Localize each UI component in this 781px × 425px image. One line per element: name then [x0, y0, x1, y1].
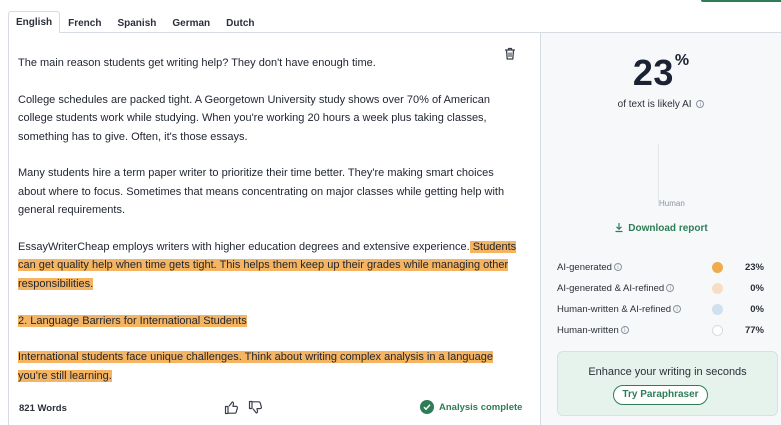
paraphraser-promo [557, 351, 778, 416]
ai-highlight-heading: 2. Language Barriers for International Students [18, 314, 247, 327]
info-icon[interactable]: i [614, 263, 622, 271]
legend-value: 0% [750, 304, 764, 315]
legend-value: 23% [744, 262, 764, 273]
ai-score [541, 52, 781, 94]
legend-row-human-written [557, 320, 764, 341]
legend-dot [712, 283, 723, 294]
tab-german[interactable]: German [172, 18, 211, 29]
word-count: 821 Words [19, 403, 67, 414]
ai-highlight-segment: Students can get quality help when time gets tight. This helps them keep up their grades while managing other responsibilities. [18, 241, 517, 290]
legend-row-ai-generated [557, 257, 764, 278]
chart-axis-line [658, 144, 659, 206]
tab-dutch[interactable]: Dutch [226, 18, 255, 29]
promo-text: Enhance your writing in seconds [588, 366, 747, 378]
legend-dot [712, 325, 723, 336]
legend-value: 77% [744, 325, 764, 336]
info-icon[interactable]: i [673, 305, 681, 313]
download-report-label: Download report [628, 223, 708, 234]
download-icon [614, 222, 624, 233]
ai-score-value: 23 [632, 52, 674, 93]
analyzed-text[interactable] [18, 54, 518, 404]
chart-human-label: Human [659, 199, 685, 208]
tab-english[interactable]: English [8, 11, 60, 33]
info-icon[interactable]: i [666, 284, 674, 292]
paragraph-5 [18, 312, 518, 330]
legend-label: AI-generated [557, 262, 612, 273]
analysis-status [420, 400, 522, 414]
ai-score-percent: % [674, 52, 690, 69]
analysis-status-label: Analysis complete [439, 401, 523, 413]
legend-label: Human-written [557, 325, 619, 336]
language-tabs [8, 11, 263, 33]
legend-dot [712, 304, 723, 315]
tab-spanish[interactable]: Spanish [117, 18, 157, 29]
score-legend [557, 257, 764, 341]
paragraph-4 [18, 238, 518, 293]
legend-value: 0% [750, 283, 764, 294]
paragraph-4-plain: EssayWriterCheap employs writers with higher education degrees and extensive experience. [18, 241, 470, 254]
paragraph-3: Many students hire a term paper writer to prioritize their time better. They're making smart choices about where to focus. Sometimes that means concentrating on major classes while getting help with general requirements. [18, 167, 505, 217]
check-circle-icon [420, 400, 434, 414]
download-report-link[interactable] [541, 222, 781, 234]
legend-label: AI-generated & AI-refined [557, 283, 665, 294]
likely-ai-label [541, 99, 781, 110]
legend-label: Human-written & AI-refined [557, 304, 672, 315]
info-icon[interactable]: i [696, 100, 704, 108]
paragraph-6 [18, 348, 518, 385]
paragraph-2: College schedules are packed tight. A Georgetown University study shows over 70% of American college students work while studying. When you're working 20 hours a week plus taking classes, something has to give. Often, it's those essays. [18, 93, 491, 143]
try-paraphraser-button[interactable]: Try Paraphraser [613, 385, 708, 405]
info-icon[interactable]: i [621, 326, 629, 334]
tab-french[interactable]: French [68, 18, 102, 29]
thumbs-down-icon[interactable] [248, 400, 263, 415]
paragraph-1: The main reason students get writing help? They don't have enough time. [18, 57, 376, 69]
top-accent-bar [701, 0, 781, 2]
legend-row-ai-generated-ai-refined [557, 278, 764, 299]
legend-dot [712, 262, 723, 273]
legend-row-human-written-ai-refined [557, 299, 764, 320]
thumbs-up-icon[interactable] [224, 400, 239, 415]
ai-highlight-paragraph: International students face unique challenges. Think about writing complex analysis in a language you're still learning. [18, 351, 493, 382]
likely-ai-text: of text is likely AI [617, 99, 692, 110]
